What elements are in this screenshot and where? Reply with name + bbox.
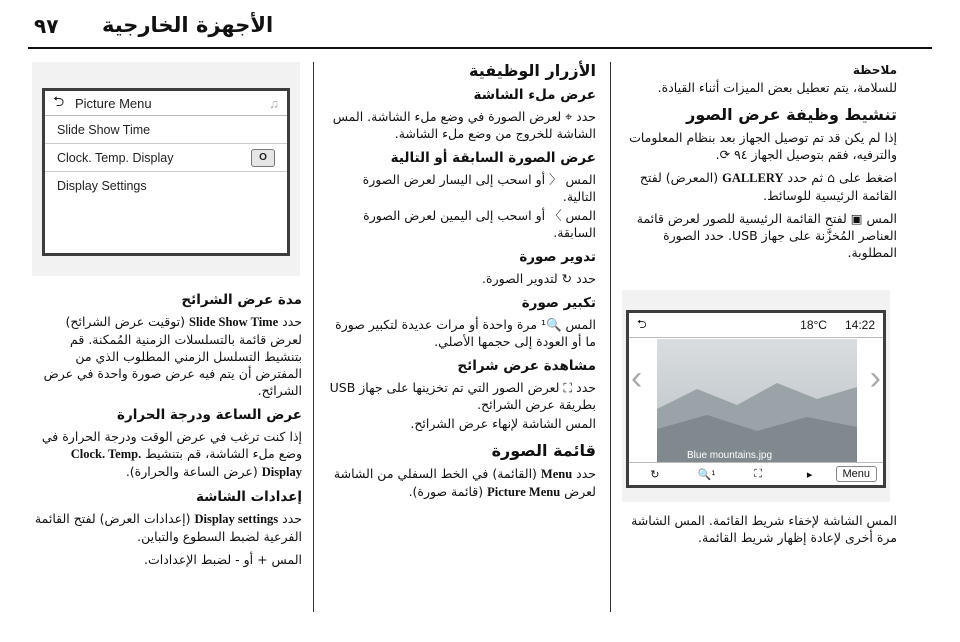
chevron-left-icon[interactable]: ‹ — [631, 359, 643, 397]
subheading: عرض ملء الشاشة — [473, 87, 596, 103]
menu-button[interactable]: Menu — [836, 466, 878, 482]
text: (المعرض) لفتح القائمة الرئيسية للوسائط. — [639, 170, 897, 203]
subheading: عرض الصورة السابقة أو التالية — [390, 150, 596, 166]
back-icon[interactable]: ⮌ — [637, 316, 647, 331]
zoom-icon[interactable]: 🔍¹ — [697, 468, 716, 481]
screen-caption — [622, 512, 897, 552]
menu-item-clock-temp-display[interactable] — [45, 144, 287, 172]
paragraph: المس 〈 أو اسحب إلى اليسار لعرض الصورة التالية. — [362, 172, 596, 204]
text: (قائمة صورة). — [408, 484, 484, 499]
note-label: ملاحظة — [852, 63, 897, 77]
section-heading: الأزرار الوظيفية — [469, 61, 596, 80]
infotainment-screen — [626, 310, 886, 488]
menu-item-slide-show-time[interactable] — [45, 116, 287, 144]
note-text: للسلامة، يتم تعطيل بعض الميزات أثناء القيادة. — [657, 80, 897, 95]
picture-menu-screen — [42, 88, 290, 256]
paragraph: حدد ⌖ لعرض الصورة في وضع ملء الشاشة. المس الشاشة للخروج من وضع ملء الشاشة. — [332, 109, 596, 141]
paragraph: إذا لم يكن قد تم توصيل الجهاز بعد بنظام المعلومات والترفيه، فقم بتوصيل الجهاز ٩٤ ⟳. — [629, 130, 897, 162]
menu-item-label: Clock. Temp. Display — [57, 150, 174, 165]
mountains-image — [657, 339, 857, 463]
toggle-switch[interactable]: O — [251, 149, 275, 167]
paragraph: حدد ⛶ لعرض الصور التي تم تخزينها على جهاز USB بطريقة عرض الشرائح. — [329, 380, 596, 412]
section-heading: تنشيط وظيفة عرض الصور — [686, 105, 897, 124]
paragraph: المس 🔍¹ مرة واحدة أو مرات عديدة لتكبير صورة ما أو العودة إلى حجمها الأصلي. — [335, 317, 596, 349]
picture-menu-title: Picture Menu — [75, 95, 152, 111]
left-column — [32, 292, 302, 574]
gallery-label: GALLERY — [722, 171, 784, 185]
text: اضغط على — [839, 170, 897, 185]
subheading: عرض الساعة ودرجة الحرارة — [117, 407, 302, 423]
clock: 14:22 — [844, 318, 875, 332]
header-rule — [28, 47, 932, 49]
paragraph: حدد ↻ لتدوير الصورة. — [482, 271, 596, 286]
column-divider — [610, 62, 611, 612]
paragraph — [32, 428, 302, 481]
paragraph: المس الشاشة لإنهاء عرض الشرائح. — [410, 416, 596, 431]
text: (القائمة) في الخط السفلي من الشاشة لعرض — [333, 466, 596, 499]
paragraph — [622, 169, 897, 204]
subheading: مدة عرض الشرائح — [181, 292, 302, 308]
text: حدد — [576, 466, 596, 481]
picture-menu-label: Picture Menu — [487, 485, 561, 499]
image-caption: Blue mountains.jpg — [687, 450, 773, 461]
column-divider — [313, 62, 314, 612]
middle-column — [326, 62, 596, 507]
menu-item-label: Slide Show Time — [57, 122, 151, 137]
subheading: مشاهدة عرض شرائح — [457, 358, 596, 374]
paragraph — [326, 465, 596, 501]
menu-item-label: Display Settings — [57, 178, 147, 193]
back-icon[interactable]: ⮌ — [53, 93, 65, 109]
caption-text: المس الشاشة لإخفاء شريط القائمة. المس الشاشة مرة أخرى لإعادة إظهار شريط القائمة. — [631, 513, 897, 545]
text: (إعدادات العرض) لفتح القائمة الفرعية لضبط السطوع والتباين. — [34, 511, 302, 544]
paragraph — [32, 510, 302, 545]
display-settings-label: Display settings — [194, 512, 279, 526]
paragraph — [32, 313, 302, 399]
rotate-icon[interactable]: ↻ — [650, 468, 660, 481]
paragraph: المس ▣ لفتح القائمة الرئيسية للصور لعرض قائمة العناصر المُخزَّنة على جهاز USB. حدد الصورة المطلوبة. — [636, 211, 897, 260]
text: (عرض الساعة والحرارة). — [125, 464, 258, 479]
slide-show-time-label: Slide Show Time — [189, 315, 279, 329]
section-heading: قائمة الصورة — [491, 441, 596, 460]
play-icon[interactable]: ▸ — [806, 468, 813, 481]
right-column — [622, 62, 897, 267]
page-number: ٩٧ — [34, 14, 59, 38]
text: إذا كنت ترغب في عرض الوقت ودرجة الحرارة في وضع ملء الشاشة، قم بتنشيط — [41, 429, 302, 461]
subheading: تدوير صورة — [519, 249, 596, 265]
page-title: الأجهزة الخارجية — [102, 13, 274, 37]
paragraph: المس + أو - لضبط الإعدادات. — [144, 552, 302, 567]
home-icon: ⌂ — [827, 170, 836, 185]
photo-screen-illustration — [622, 290, 890, 502]
photo[interactable] — [657, 339, 857, 463]
slideshow-icon[interactable]: ⛶ — [754, 467, 762, 480]
text: حدد — [282, 511, 302, 526]
music-icon: ♫ — [269, 95, 279, 111]
text: ثم حدد — [787, 170, 824, 185]
menu-item-display-settings[interactable] — [45, 172, 287, 199]
status-bar — [629, 313, 883, 338]
temperature: 18°C — [800, 318, 827, 332]
subheading: تكبير صورة — [521, 295, 596, 311]
picture-menu-header — [45, 91, 287, 116]
chevron-right-icon[interactable]: › — [869, 359, 881, 397]
text: (توقيت عرض الشرائح) لعرض قائمة بالتسلسلات الزمنية المُمكنة. قم بتنشيط التسلسل الزمني المطلوب الذي من المفترض أن يتم فيه عرض صورة واحدة في عرض الشرائح. — [43, 314, 302, 398]
clock-temp-display-label: Clock. Temp. Display — [70, 447, 302, 479]
menu-label: Menu — [540, 467, 573, 481]
paragraph: المس 〉 أو اسحب إلى اليمين لعرض الصورة السابقة. — [363, 208, 596, 240]
picture-menu-illustration — [32, 62, 300, 276]
menu-bar — [629, 462, 883, 485]
subheading: إعدادات الشاشة — [195, 489, 302, 505]
text: حدد — [282, 314, 302, 329]
